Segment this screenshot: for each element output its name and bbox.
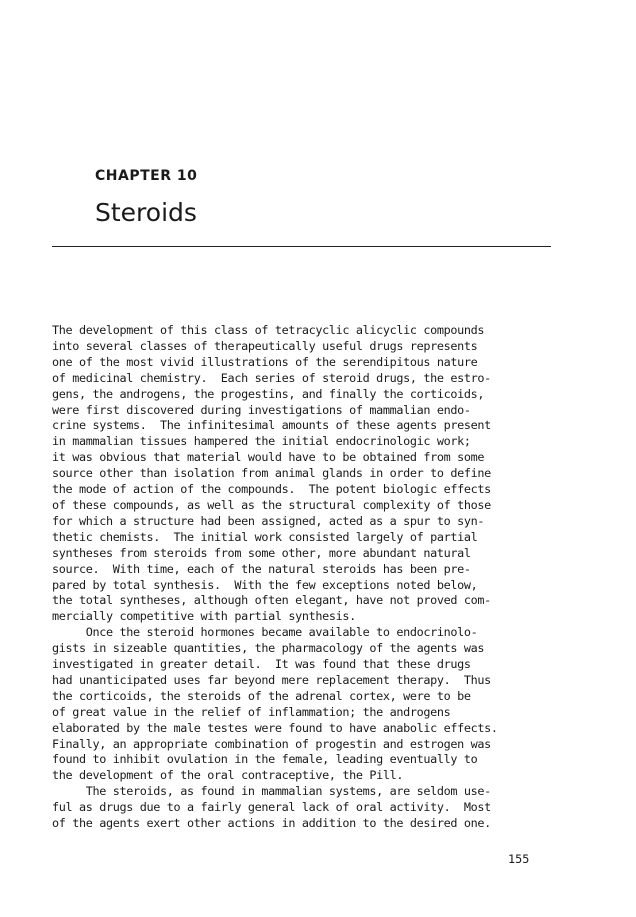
body-line: Finally, an appropriate combination of progestin and estrogen was (52, 736, 491, 751)
body-line: Once the steroid hormones became available to endocrinolo- (52, 625, 478, 640)
body-line: ful as drugs due to a fairly general lack of oral activity. Most (52, 800, 491, 815)
body-line: the corticoids, the steroids of the adrenal cortex, were to be (52, 688, 471, 703)
body-line: thetic chemists. The initial work consisted largely of partial (52, 529, 478, 544)
body-line: found to inhibit ovulation in the female, leading eventually to (52, 752, 478, 767)
body-line: of medicinal chemistry. Each series of steroid drugs, the estro- (52, 370, 491, 385)
body-text (52, 323, 562, 832)
body-line: it was obvious that material would have to be obtained from some (52, 450, 485, 465)
body-line: source. With time, each of the natural steroids has been pre- (52, 561, 471, 576)
body-line: mercially competitive with partial synthesis. (52, 609, 356, 624)
body-line: the mode of action of the compounds. The potent biologic effects (52, 482, 491, 497)
body-line: elaborated by the male testes were found to have anabolic effects. (52, 720, 498, 735)
body-line: syntheses from steroids from some other, more abundant natural (52, 545, 471, 560)
title-divider (52, 246, 551, 247)
body-line: The steroids, as found in mammalian systems, are seldom use- (52, 784, 491, 799)
body-line: of these compounds, as well as the structural complexity of those (52, 497, 491, 512)
chapter-title: Steroids (95, 198, 197, 227)
page-number: 155 (508, 852, 530, 866)
body-line: one of the most vivid illustrations of the serendipitous nature (52, 354, 478, 369)
body-line: in mammalian tissues hampered the initial endocrinologic work; (52, 434, 471, 449)
body-line: the development of the oral contraceptive, the Pill. (52, 768, 404, 783)
body-line: the total syntheses, although often elegant, have not proved com- (52, 593, 491, 608)
body-line: were first discovered during investigations of mammalian endo- (52, 402, 471, 417)
chapter-label: CHAPTER 10 (95, 168, 198, 184)
body-line: of great value in the relief of inflammation; the androgens (52, 704, 451, 719)
body-line: The development of this class of tetracyclic alicyclic compounds (52, 323, 485, 337)
body-line: gists in sizeable quantities, the pharmacology of the agents was (52, 641, 485, 656)
body-line: gens, the androgens, the progestins, and finally the corticoids, (52, 386, 485, 401)
body-line: for which a structure had been assigned, acted as a spur to syn- (52, 513, 485, 528)
body-line: of the agents exert other actions in addition to the desired one. (52, 816, 491, 831)
body-line: had unanticipated uses far beyond mere replacement therapy. Thus (52, 672, 491, 687)
body-line: into several classes of therapeutically useful drugs represents (52, 338, 478, 353)
body-line: pared by total synthesis. With the few exceptions noted below, (52, 577, 478, 592)
body-line: crine systems. The infinitesimal amounts of these agents present (52, 418, 491, 433)
body-line: investigated in greater detail. It was found that these drugs (52, 657, 471, 672)
body-line: source other than isolation from animal glands in order to define (52, 466, 491, 481)
